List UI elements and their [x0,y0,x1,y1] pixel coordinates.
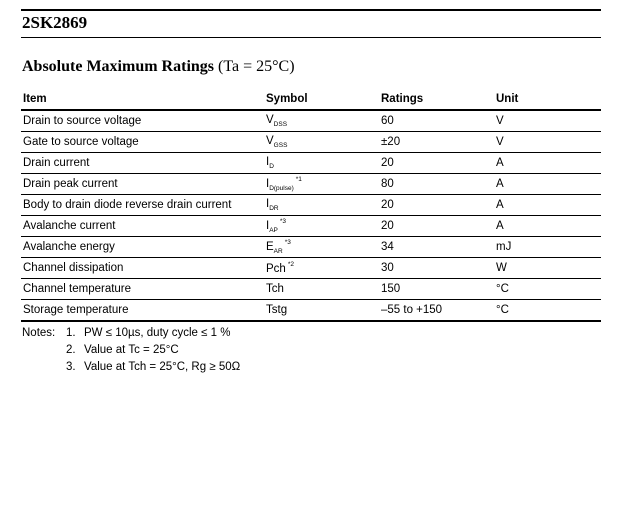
symbol-main: I [266,156,270,168]
header-symbol: Symbol [264,89,379,110]
cell-item: Channel dissipation [21,258,264,279]
symbol-subscript: GSS [273,142,288,149]
cell-rating: 30 [379,258,494,279]
cell-symbol [264,195,379,216]
cell-unit: W [494,258,601,279]
table-row [21,279,601,300]
symbol-main: Tstg [266,304,288,316]
cell-rating: 20 [379,195,494,216]
cell-unit: A [494,153,601,174]
symbol-main: Tch [266,283,284,295]
cell-item: Drain current [21,153,264,174]
symbol-note-ref: *3 [279,218,287,225]
table-header-row [21,89,601,110]
cell-unit: A [494,216,601,237]
symbol-subscript: AR [273,248,283,255]
cell-symbol [264,300,379,322]
cell-symbol [264,174,379,195]
ratings-table [21,89,601,322]
table-row [21,216,601,237]
header-unit: Unit [494,89,601,110]
cell-unit: A [494,174,601,195]
symbol-main: I [266,178,270,190]
section-title: Absolute Maximum Ratings [22,58,215,75]
part-number: 2SK2869 [22,13,88,32]
cell-symbol [264,237,379,258]
cell-item: Body to drain diode reverse drain current [21,195,264,216]
cell-rating: –55 to +150 [379,300,494,322]
table-row [21,258,601,279]
cell-unit: °C [494,279,601,300]
notes [22,325,240,376]
table-row [21,110,601,132]
title-rule [21,37,601,38]
cell-symbol [264,110,379,132]
table-row [21,153,601,174]
symbol-main: I [266,198,270,210]
cell-rating: 150 [379,279,494,300]
note-text: PW ≤ 10µs, duty cycle ≤ 1 % [84,327,231,339]
cell-item: Avalanche current [21,216,264,237]
cell-unit: A [494,195,601,216]
table-row [21,132,601,153]
cell-unit: V [494,132,601,153]
cell-rating: 20 [379,216,494,237]
note-number: 2. [66,344,76,356]
symbol-main: E [266,241,274,253]
cell-item: Avalanche energy [21,237,264,258]
cell-rating: ±20 [379,132,494,153]
cell-symbol [264,153,379,174]
cell-item: Channel temperature [21,279,264,300]
cell-item: Gate to source voltage [21,132,264,153]
cell-symbol [264,216,379,237]
symbol-note-ref: *2 [287,261,294,268]
cell-rating: 20 [379,153,494,174]
symbol-subscript: D(pulse) [269,185,294,192]
symbol-subscript: D [269,163,274,170]
header-ratings: Ratings [379,89,494,110]
symbol-main: V [266,114,274,126]
symbol-subscript: AP [269,227,278,234]
notes-label: Notes: [22,327,56,339]
note-2 [22,342,240,359]
note-number: 1. [66,327,76,339]
symbol-subscript: DSS [273,121,288,128]
cell-item: Storage temperature [21,300,264,322]
cell-symbol [264,258,379,279]
cell-unit: V [494,110,601,132]
cell-item: Drain to source voltage [21,110,264,132]
symbol-main: I [266,220,270,232]
symbol-main: Pch [266,263,286,275]
cell-symbol [264,132,379,153]
table-row [21,300,601,322]
cell-rating: 34 [379,237,494,258]
cell-rating: 80 [379,174,494,195]
table-row [21,174,601,195]
symbol-note-ref: *1 [295,176,302,183]
section-condition: (Ta = 25°C) [218,58,295,75]
cell-symbol [264,279,379,300]
note-1 [22,325,240,342]
symbol-main: V [266,135,274,147]
cell-unit: °C [494,300,601,322]
cell-unit: mJ [494,237,601,258]
header-item: Item [21,89,264,110]
symbol-note-ref: *3 [284,239,291,246]
section-heading [22,58,295,76]
top-rule [21,9,601,11]
table-row [21,195,601,216]
cell-rating: 60 [379,110,494,132]
note-3 [22,359,240,376]
table-row [21,237,601,258]
note-text: Value at Tch = 25°C, Rg ≥ 50Ω [84,361,241,373]
symbol-subscript: DR [269,205,279,212]
cell-item: Drain peak current [21,174,264,195]
note-number: 3. [66,361,76,373]
note-text: Value at Tc = 25°C [84,344,179,356]
